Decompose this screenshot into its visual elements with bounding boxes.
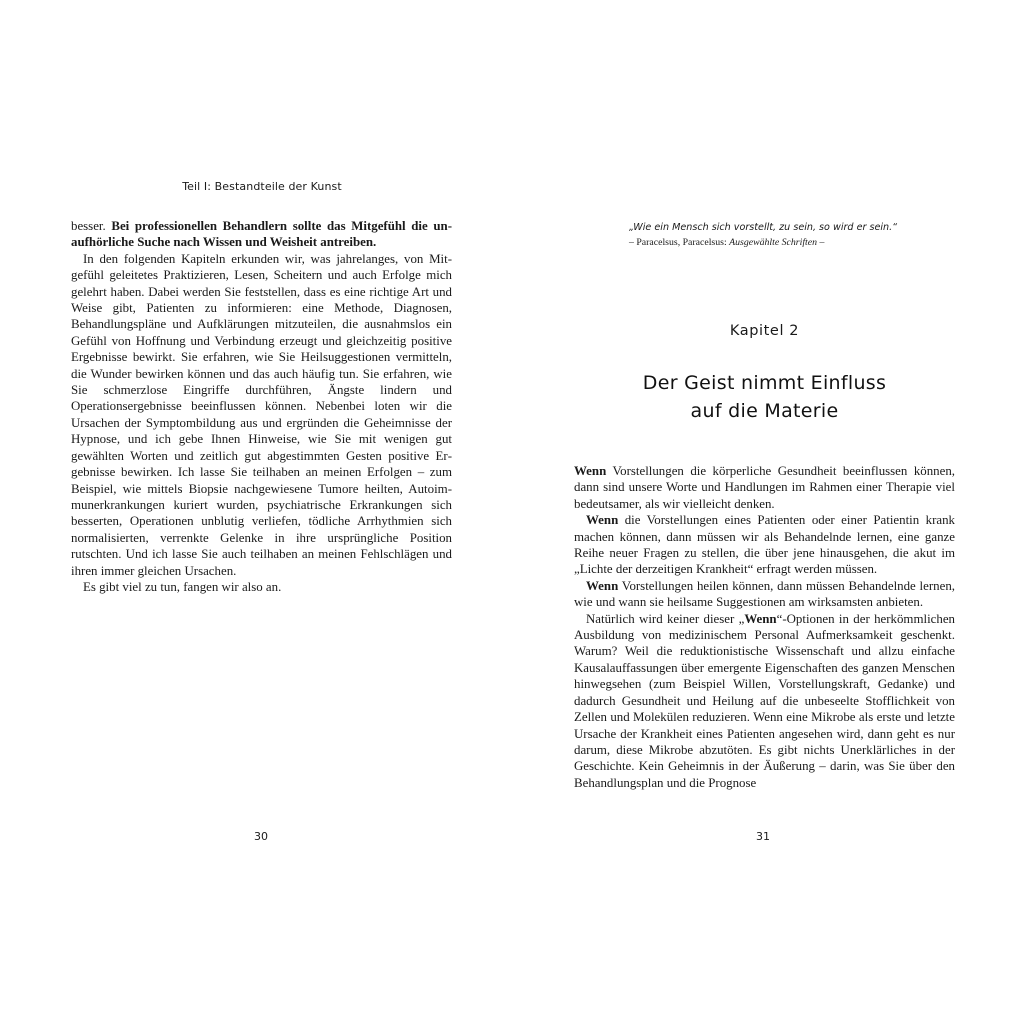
page-number: 30 bbox=[254, 830, 268, 843]
lead-word: Wenn bbox=[586, 513, 619, 528]
paragraph bbox=[71, 218, 452, 251]
right-page bbox=[512, 0, 1024, 1024]
epigraph-quote: „Wie ein Mensch sich vorstellt, zu sein, so wird er sein.“ bbox=[629, 222, 898, 233]
chapter-title-line: auf die Materie bbox=[690, 400, 839, 422]
paragraph bbox=[574, 463, 955, 512]
chapter-title bbox=[574, 369, 955, 425]
paragraph-text: Vorstellungen die körperliche Gesundheit beeinflussen können, dann sind unsere Worte und Handlungen im Rahmen einer Therapie viel bedeutsamer, als wir vielleicht denken. bbox=[574, 464, 955, 511]
paragraph bbox=[574, 512, 955, 578]
page-number: 31 bbox=[756, 830, 770, 843]
epigraph-attribution bbox=[629, 235, 959, 251]
attribution-suffix: – bbox=[817, 237, 825, 248]
attribution-title: Ausgewählte Schriften bbox=[729, 237, 818, 248]
chapter-label: Kapitel 2 bbox=[729, 323, 800, 339]
right-body-text bbox=[574, 463, 955, 791]
paragraph bbox=[574, 578, 955, 611]
paragraph-start: Natürlich wird keiner dieser „ bbox=[586, 611, 745, 626]
lead-word: Wenn bbox=[586, 578, 619, 593]
paragraph: In den folgenden Kapiteln erkunden wir, was jahrelanges, von Mitgefühl geleitetes Praktizieren, Lesen, Scheitern und auch Erfolge mich gelehrt haben. Dabei werden Sie feststellen, dass es eine richtige Art und Weise gibt, Patienten zu informieren: eine Methode, Diagnosen, Behandlungspläne und Aufklärungen mitzuteilen, die ausnahmslos ein Gefühl von Hoffnung und Verbindung erzeugt und gleichzeitig positive Ergebnisse bewirkt. Sie erfahren, wie Sie Heilsuggestionen vermitteln, die Wunder bewirken können und das auch häufig tun. Sie erfahren, wie Sie schmerzlose Eingriffe durchführen, Ängste lindern und Operationsergebnisse beeinflussen können. Nebenbei loten wir die Ursachen der Symptombildung aus und ergründen die Geheimnisse der Hypnose, und ich gebe Ihnen Hinweise, wie Sie mit wenigen gut gewählten Worten und zeitlich gut abgestimmten Gesten positive Ergebnisse bewirken. Ich lasse Sie teilhaben an meinen Erfolgen – zum Beispiel, wie mittels Biopsie nachgewiesene Tumore heilten, Autoimmunerkrankungen kuriert wurden, psychiatrische Erkrankungen sich besserten, Operationen unblutig verliefen, tödliche Arrhythmien sich normalisierten, verrenkte Gelenke in ihre ursprüngliche Position rutschten. Und ich lasse Sie auch teilhaben an meinen Fehlschlägen und ihren immer gleichen Ursachen. bbox=[71, 251, 452, 578]
paragraph-text: “-Optionen in der herkömmlichen Ausbildung von medizinischem Personal Aufmerksamkeit geschenkt. Warum? Weil die reduktionistische Wissenschaft und allzu einfache Kausalauffassungen über emergente Eigenschaften des ganzen Menschen hinwegsehen (zum Beispiel Willen, Vorstellungskraft, Gedanke) und dadurch Gesundheit und Heilung auf die unbeseelte Stofflichkeit von Zellen und Molekülen reduzieren. Wenn eine Mikrobe als erste und letzte Ursache der Krankheit eines Patienten angesehen wird, dann geht es nur darum, diese Mikrobe abzutöten. Es gibt nichts Unerklärliches in der Geschichte. Kein Geheimnis in der Äußerung – darin, was Sie über den Behandlungsplan und die Prognose bbox=[574, 611, 955, 790]
left-body-text bbox=[71, 218, 452, 595]
bold-word: Wenn bbox=[744, 611, 777, 626]
chapter-title-line: Der Geist nimmt Einfluss bbox=[642, 372, 887, 394]
epigraph bbox=[629, 221, 959, 251]
running-head: Teil I: Bestandteile der Kunst bbox=[182, 180, 342, 193]
bold-sentence: Bei professionellen Behandlern sollte das Mitgefühl die unaufhörliche Suche nach Wissen und Weisheit antreiben. bbox=[71, 219, 452, 250]
paragraph bbox=[574, 611, 955, 791]
paragraph-text: die Vorstellungen eines Patienten oder einer Patientin krank machen können, dann müssen wir als Behandelnde lernen, eine ganze Reihe neuer Fragen zu stellen, die über jene hinausgehen, die akut im „Lichte der derzeitigen Krankheit“ erfragt werden müssen. bbox=[574, 513, 955, 577]
attribution-prefix: – Paracelsus, Paracelsus: bbox=[629, 237, 730, 248]
lead-word: Wenn bbox=[574, 464, 607, 478]
paragraph-text: Vorstellungen heilen können, dann müssen Behandelnde lernen, wie und wann sie heilsame Suggestionen am wirksamsten anbieten. bbox=[574, 578, 955, 610]
paragraph-start: besser. bbox=[71, 219, 106, 233]
paragraph: Es gibt viel zu tun, fangen wir also an. bbox=[83, 579, 282, 594]
